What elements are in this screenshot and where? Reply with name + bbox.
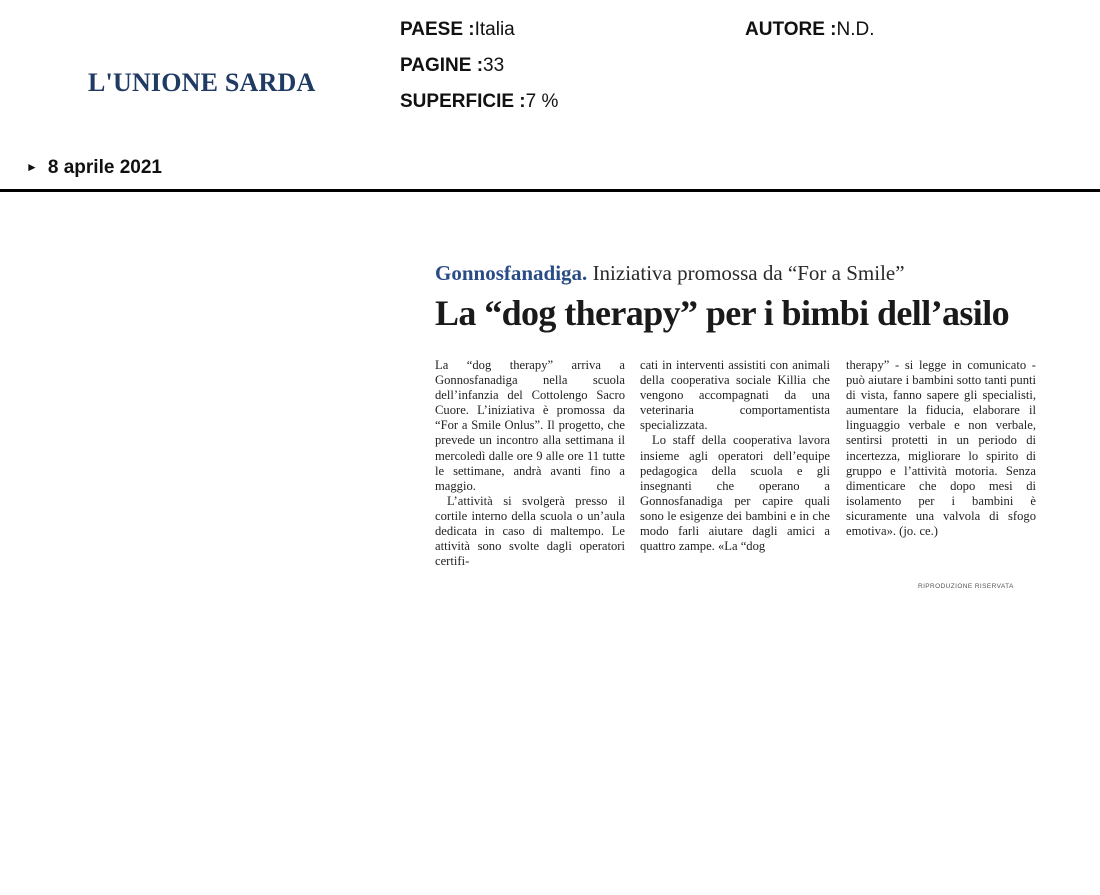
meta-superficie — [400, 91, 558, 113]
triangle-bullet-icon: ► — [26, 160, 38, 174]
article-column-3 — [846, 358, 1036, 539]
article-column-2 — [640, 358, 830, 554]
paragraph: L’attività si svolgerà presso il cortile interno della scuola o un’aula dedicata in caso di maltempo. Le attività sono svolte dagli operatori certifi- — [435, 493, 625, 569]
paese-value: Italia — [474, 19, 515, 40]
paragraph: therapy” - si legge in comunicato - può aiutare i bambini sotto tanti punti di vista, fanno sapere gli specialisti, aumentare la fiducia, elaborare il linguaggio verbale e non verbale, sentirsi protetti in un periodo di incertezza, migliorare lo spirito di gruppo e l’attività motoria. Senza dimenticare che dopo mesi di isolamento per i bambini è sicuramente una valvola di sfogo emotiva». (jo. ce.) — [846, 358, 1036, 539]
autore-label: AUTORE : — [745, 19, 837, 40]
paragraph: Lo staff della cooperativa lavora insieme agli operatori dell’equipe pedagogica della scuola e gli insegnanti che operano a Gonnosfanadiga per capire quali sono le esigenze dei bambini e in che modo farli aiutare dagli amici a quattro zampe. «La “dog — [640, 433, 830, 554]
publication-date — [26, 157, 162, 179]
meta-autore — [745, 19, 874, 41]
article-kicker — [435, 261, 905, 286]
rights-notice: RIPRODUZIONE RISERVATA — [918, 583, 1014, 590]
kicker-text: Iniziativa promossa da “For a Smile” — [587, 261, 905, 285]
publication-logo: L'UNIONE SARDA — [88, 68, 316, 97]
meta-paese — [400, 19, 515, 41]
superficie-label: SUPERFICIE : — [400, 91, 526, 112]
pagine-value: 33 — [483, 55, 505, 76]
paragraph: cati in interventi assistiti con animali della cooperativa sociale Killia che vengono accompagnati da una veterinaria comportamentista specializzata. — [640, 358, 830, 433]
superficie-value: 7 % — [525, 91, 559, 112]
meta-pagine — [400, 55, 504, 77]
article-column-1 — [435, 358, 625, 569]
kicker-place: Gonnosfanadiga. — [435, 261, 588, 285]
paese-label: PAESE : — [400, 19, 475, 40]
paragraph: La “dog therapy” arriva a Gonnosfanadiga nella scuola dell’infanzia del Cottolengo Sacro Cuore. L’iniziativa è promossa da “For a Smile Onlus”. Il progetto, che prevede un incontro alla settimana il mercoledì dalle ore 9 alle ore 11 tutte le settimane, andrà avanti fino a maggio. — [435, 358, 625, 493]
header-divider — [0, 189, 1100, 192]
pagine-label: PAGINE : — [400, 55, 484, 76]
autore-value: N.D. — [836, 19, 875, 40]
article-headline: La “dog therapy” per i bimbi dell’asilo — [435, 293, 1009, 333]
date-text: 8 aprile 2021 — [47, 157, 162, 178]
